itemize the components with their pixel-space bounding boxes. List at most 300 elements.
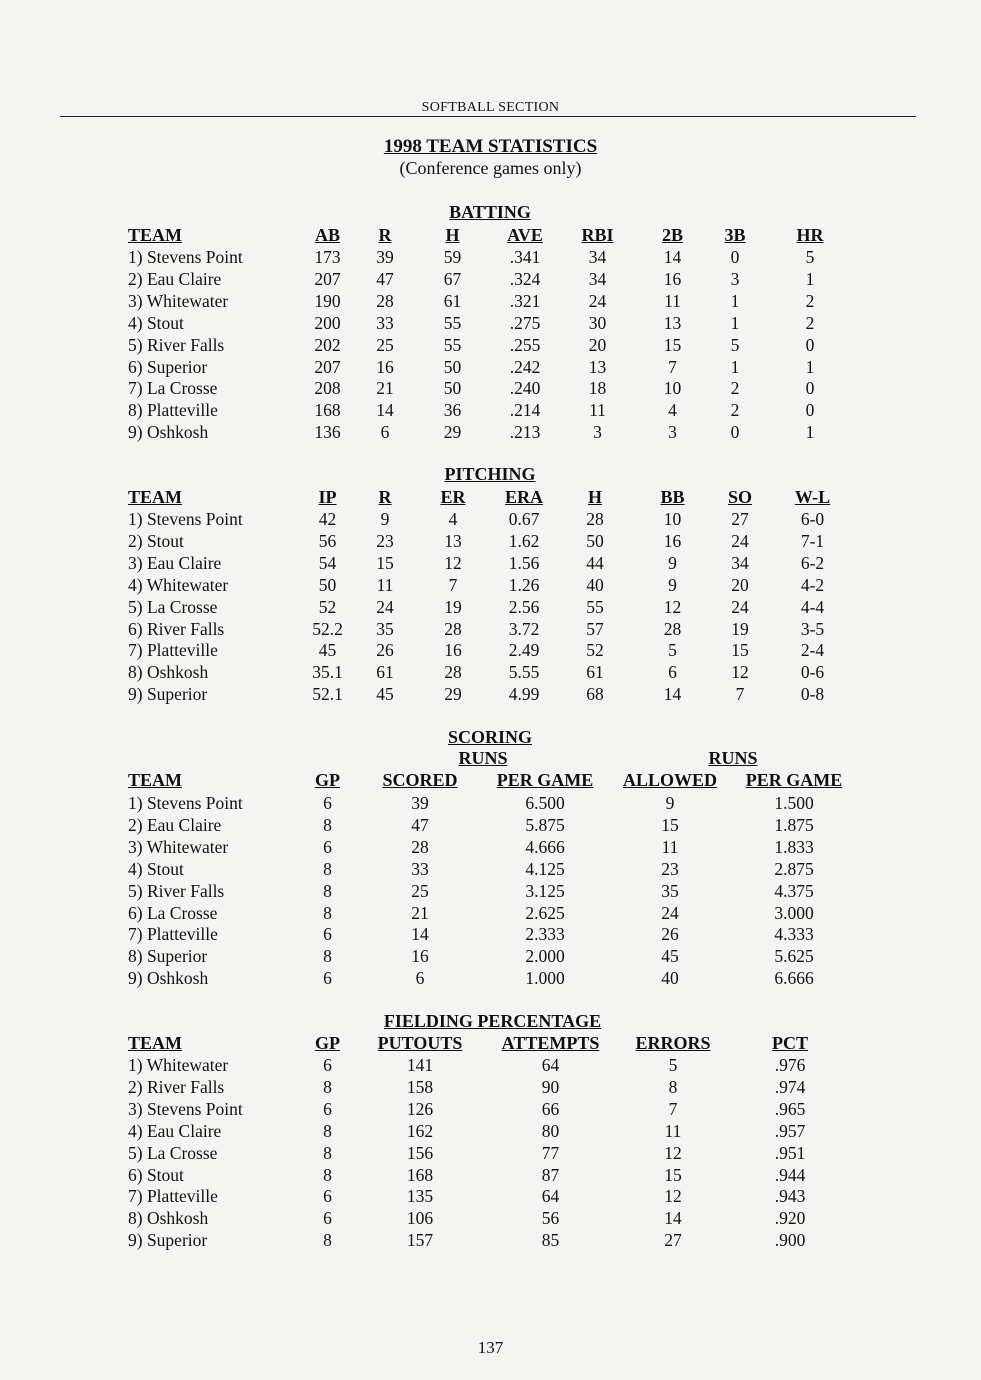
batting-value-cell: 168 <box>314 400 341 421</box>
fielding-value-cell: 157 <box>406 1230 434 1251</box>
batting-value-cell: 7 <box>668 356 677 377</box>
pitching-value-cell: 10 <box>663 509 682 529</box>
batting-header-6: 2B <box>661 225 683 245</box>
pitching-value-cell: 24 <box>731 530 749 551</box>
scoring-value-cell: 23 <box>661 858 679 879</box>
scoring-value-cell: 8 <box>323 880 332 901</box>
fielding-value-cell: 90 <box>541 1076 560 1097</box>
fielding-value-cell: .943 <box>774 1186 806 1207</box>
scoring-value-cell: 1.500 <box>774 793 814 813</box>
scoring-team-cell: 1) Stevens Point <box>128 793 243 813</box>
pitching-value-cell: 50 <box>586 530 604 551</box>
pitching-value-cell: 9 <box>668 574 677 595</box>
pitching-value-cell: 4-2 <box>800 574 825 595</box>
fielding-value-cell: 8 <box>323 1230 332 1251</box>
batting-team-cell: 9) Oshkosh <box>128 422 209 443</box>
pitching-value-cell: 13 <box>444 530 462 551</box>
pitching-value-cell: 7 <box>448 574 458 595</box>
document-title-text: 1998 TEAM STATISTICS <box>383 136 598 157</box>
batting-header-0: TEAM <box>128 225 182 245</box>
scoring-value-cell: 28 <box>411 836 429 857</box>
batting-value-cell: .255 <box>509 334 541 355</box>
scoring-header-2: SCORED <box>382 770 458 790</box>
fielding-value-cell: 12 <box>664 1142 682 1163</box>
batting-value-cell: 15 <box>663 334 682 355</box>
fielding-value-cell: 87 <box>541 1164 560 1185</box>
fielding-value-cell: 77 <box>541 1142 560 1163</box>
scoring-team-cell: 7) Platteville <box>128 924 218 945</box>
batting-value-cell: 39 <box>376 247 394 267</box>
pitching-team-cell: 7) Platteville <box>128 640 218 661</box>
fielding-value-cell: .920 <box>774 1208 806 1229</box>
scoring-value-cell: 21 <box>411 902 429 923</box>
fielding-header-4: ERRORS <box>635 1033 711 1053</box>
scoring-caption: SCORING <box>447 727 532 747</box>
fielding-value-cell: 158 <box>406 1076 434 1097</box>
fielding-value-cell: 126 <box>406 1098 434 1119</box>
scoring-value-cell: 24 <box>661 902 679 923</box>
scoring-value-cell: 45 <box>661 946 679 967</box>
scoring-value-cell: 4.375 <box>774 880 814 901</box>
pitching-value-cell: 28 <box>663 618 682 639</box>
pitching-team-cell: 1) Stevens Point <box>128 509 243 529</box>
batting-value-cell: 2 <box>730 400 740 421</box>
pitching-value-cell: 9 <box>668 552 677 573</box>
fielding-value-cell: 85 <box>541 1230 560 1251</box>
scoring-team-cell: 6) La Crosse <box>128 902 218 923</box>
pitching-value-cell: 1.26 <box>508 574 540 595</box>
fielding-team-cell: 2) River Falls <box>128 1076 225 1097</box>
scoring-value-cell: 3.125 <box>525 880 565 901</box>
section-header: SOFTBALL SECTION <box>421 100 560 115</box>
runs-scored-group: RUNS <box>458 748 508 768</box>
pitching-value-cell: 52 <box>586 640 604 661</box>
batting-value-cell: 61 <box>443 290 462 311</box>
batting-value-cell: .275 <box>509 312 541 333</box>
pitching-header-0: TEAM <box>128 487 182 507</box>
pitching-value-cell: 29 <box>444 684 462 705</box>
fielding-value-cell: .976 <box>774 1055 806 1075</box>
fielding-value-cell: 80 <box>541 1120 560 1141</box>
pitching-team-cell: 3) Eau Claire <box>128 552 222 573</box>
pitching-team-cell: 9) Superior <box>128 684 208 705</box>
pitching-value-cell: 56 <box>318 530 337 551</box>
pitching-value-cell: 54 <box>318 552 337 573</box>
batting-header-5: RBI <box>581 225 614 245</box>
pitching-header-8: W-L <box>794 487 831 507</box>
scoring-value-cell: 14 <box>411 924 429 945</box>
batting-value-cell: 173 <box>314 247 341 267</box>
scoring-value-cell: 4.125 <box>525 858 565 879</box>
batting-value-cell: 25 <box>376 334 394 355</box>
fielding-value-cell: .900 <box>774 1230 806 1251</box>
fielding-value-cell: 8 <box>323 1164 332 1185</box>
fielding-team-cell: 9) Superior <box>128 1230 208 1251</box>
batting-value-cell: 1 <box>730 356 740 377</box>
fielding-value-cell: .974 <box>774 1076 806 1097</box>
scoring-header-4: ALLOWED <box>622 770 718 790</box>
pitching-value-cell: 24 <box>731 596 749 617</box>
pitching-value-cell: 28 <box>444 662 462 683</box>
batting-value-cell: 10 <box>663 378 682 399</box>
pitching-value-cell: 19 <box>444 596 462 617</box>
batting-value-cell: 14 <box>663 247 682 267</box>
pitching-value-cell: 1.56 <box>508 552 540 573</box>
batting-value-cell: 0 <box>805 400 815 421</box>
batting-value-cell: 190 <box>314 290 341 311</box>
scoring-value-cell: 2.875 <box>774 858 814 879</box>
pitching-value-cell: 61 <box>376 662 394 683</box>
scoring-value-cell: 6.666 <box>774 968 814 989</box>
scoring-value-cell: 3.000 <box>774 902 814 923</box>
pitching-value-cell: 24 <box>376 596 394 617</box>
scoring-value-cell: 1.000 <box>525 968 565 989</box>
fielding-value-cell: .965 <box>774 1098 806 1119</box>
batting-team-cell: 5) River Falls <box>128 334 225 355</box>
pitching-value-cell: 40 <box>586 574 604 595</box>
batting-value-cell: 200 <box>314 312 341 333</box>
batting-header-1: AB <box>314 225 340 245</box>
scoring-value-cell: 6 <box>323 793 332 813</box>
pitching-value-cell: 9 <box>380 509 390 529</box>
fielding-value-cell: 8 <box>323 1142 332 1163</box>
fielding-value-cell: 141 <box>406 1055 434 1075</box>
batting-value-cell: 21 <box>376 378 394 399</box>
fielding-value-cell: 135 <box>406 1186 434 1207</box>
batting-value-cell: 0 <box>805 334 815 355</box>
batting-value-cell: 1 <box>805 268 815 289</box>
scoring-value-cell: 15 <box>661 814 679 835</box>
batting-team-cell: 3) Whitewater <box>128 290 229 311</box>
fielding-value-cell: 64 <box>541 1186 560 1207</box>
scoring-header-3: PER GAME <box>496 770 594 790</box>
fielding-header-3: ATTEMPTS <box>501 1033 600 1053</box>
scoring-value-cell: 25 <box>411 880 429 901</box>
pitching-value-cell: 23 <box>376 530 394 551</box>
pitching-value-cell: 0-8 <box>800 684 825 705</box>
batting-value-cell: 50 <box>443 356 462 377</box>
fielding-team-cell: 6) Stout <box>128 1164 184 1185</box>
batting-value-cell: .240 <box>509 378 541 399</box>
pitching-team-cell: 2) Stout <box>128 530 184 551</box>
batting-value-cell: 24 <box>588 290 607 311</box>
batting-header-8: HR <box>796 225 824 245</box>
pitching-value-cell: 6-2 <box>800 552 825 573</box>
scoring-value-cell: 2.000 <box>525 946 565 967</box>
fielding-header-0: TEAM <box>128 1033 182 1053</box>
pitching-value-cell: 7 <box>735 684 745 705</box>
fielding-value-cell: 6 <box>323 1098 332 1119</box>
scoring-team-cell: 3) Whitewater <box>128 836 229 857</box>
pitching-value-cell: 5.55 <box>508 662 540 683</box>
scoring-value-cell: 35 <box>661 880 679 901</box>
batting-value-cell: 18 <box>588 378 607 399</box>
runs-allowed-group: RUNS <box>708 748 758 768</box>
pitching-header-2: R <box>378 487 392 507</box>
scoring-value-cell: 6 <box>323 968 332 989</box>
pitching-value-cell: 52.1 <box>312 684 343 705</box>
batting-team-cell: 7) La Crosse <box>128 378 218 399</box>
scoring-value-cell: 6 <box>415 968 425 989</box>
batting-value-cell: 2 <box>805 312 815 333</box>
fielding-value-cell: 15 <box>664 1164 682 1185</box>
scoring-value-cell: 11 <box>661 836 679 857</box>
batting-value-cell: 1 <box>730 290 740 311</box>
pitching-header-7: SO <box>727 487 752 507</box>
batting-value-cell: 2 <box>805 290 815 311</box>
batting-value-cell: 207 <box>314 356 341 377</box>
batting-value-cell: 30 <box>588 312 607 333</box>
fielding-value-cell: 8 <box>323 1120 332 1141</box>
pitching-value-cell: 12 <box>444 552 462 573</box>
scoring-value-cell: 26 <box>661 924 679 945</box>
fielding-value-cell: .944 <box>774 1164 806 1185</box>
fielding-value-cell: 56 <box>541 1208 560 1229</box>
batting-team-cell: 4) Stout <box>128 312 184 333</box>
batting-caption: BATTING <box>449 202 531 222</box>
batting-value-cell: 34 <box>588 268 607 289</box>
fielding-team-cell: 5) La Crosse <box>128 1142 218 1163</box>
batting-header-2: R <box>378 225 392 245</box>
fielding-value-cell: 7 <box>668 1098 678 1119</box>
pitching-value-cell: 0-6 <box>800 662 825 683</box>
header-rule <box>60 116 916 117</box>
pitching-value-cell: 26 <box>376 640 394 661</box>
batting-value-cell: 14 <box>376 400 394 421</box>
batting-value-cell: 208 <box>314 378 341 399</box>
fielding-value-cell: 12 <box>664 1186 682 1207</box>
batting-value-cell: 2 <box>730 378 740 399</box>
batting-value-cell: 28 <box>376 290 394 311</box>
scoring-team-cell: 5) River Falls <box>128 880 225 901</box>
batting-value-cell: 34 <box>588 247 607 267</box>
pitching-value-cell: 15 <box>731 640 749 661</box>
pitching-value-cell: 35 <box>376 618 394 639</box>
pitching-value-cell: 52.2 <box>312 618 343 639</box>
batting-value-cell: 5 <box>805 247 815 267</box>
pitching-value-cell: 6-0 <box>800 509 825 529</box>
batting-value-cell: 207 <box>314 268 341 289</box>
fielding-value-cell: 162 <box>406 1120 434 1141</box>
scoring-team-cell: 9) Oshkosh <box>128 968 209 989</box>
pitching-value-cell: 5 <box>668 640 677 661</box>
scoring-team-cell: 4) Stout <box>128 858 184 879</box>
scoring-value-cell: 4.333 <box>774 924 814 945</box>
fielding-header-2: PUTOUTS <box>377 1033 463 1053</box>
batting-value-cell: .214 <box>509 400 541 421</box>
fielding-value-cell: 106 <box>406 1208 434 1229</box>
pitching-value-cell: 1.62 <box>508 530 540 551</box>
pitching-value-cell: 7-1 <box>800 530 825 551</box>
batting-value-cell: 0 <box>730 422 740 443</box>
batting-value-cell: 59 <box>443 247 462 267</box>
scoring-value-cell: 9 <box>665 793 675 813</box>
batting-value-cell: 1 <box>730 312 740 333</box>
scoring-value-cell: 16 <box>411 946 429 967</box>
pitching-value-cell: 16 <box>444 640 462 661</box>
pitching-value-cell: 12 <box>663 596 682 617</box>
pitching-value-cell: 28 <box>444 618 462 639</box>
pitching-value-cell: 15 <box>376 552 394 573</box>
page-number: 137 <box>477 1338 504 1357</box>
pitching-value-cell: 19 <box>731 618 749 639</box>
scoring-value-cell: 33 <box>411 858 429 879</box>
pitching-value-cell: 44 <box>586 552 604 573</box>
batting-value-cell: 3 <box>730 268 740 289</box>
fielding-value-cell: 6 <box>323 1208 332 1229</box>
batting-value-cell: 3 <box>593 422 602 443</box>
fielding-value-cell: 156 <box>406 1142 434 1163</box>
document-title <box>0 136 981 158</box>
fielding-value-cell: 5 <box>668 1055 678 1075</box>
fielding-team-cell: 3) Stevens Point <box>128 1098 243 1119</box>
batting-value-cell: 0 <box>730 247 740 267</box>
pitching-value-cell: 28 <box>586 509 604 529</box>
pitching-header-5: H <box>587 487 602 507</box>
fielding-value-cell: 27 <box>664 1230 682 1251</box>
pitching-value-cell: 52 <box>318 596 337 617</box>
fielding-value-cell: 168 <box>406 1164 434 1185</box>
pitching-value-cell: 4-4 <box>800 596 825 617</box>
fielding-value-cell: 8 <box>668 1076 678 1097</box>
fielding-value-cell: 8 <box>323 1076 332 1097</box>
scoring-value-cell: 8 <box>323 858 332 879</box>
batting-value-cell: 6 <box>380 422 390 443</box>
fielding-value-cell: 11 <box>664 1120 682 1141</box>
batting-team-cell: 8) Platteville <box>128 400 218 421</box>
pitching-value-cell: 2.56 <box>508 596 540 617</box>
pitching-caption: PITCHING <box>444 464 536 484</box>
fielding-caption: FIELDING PERCENTAGE <box>383 1011 602 1031</box>
pitching-value-cell: 12 <box>731 662 749 683</box>
batting-value-cell: 4 <box>668 400 677 421</box>
fielding-team-cell: 7) Platteville <box>128 1186 218 1207</box>
batting-value-cell: 1 <box>805 422 815 443</box>
scoring-header-1: GP <box>315 770 340 790</box>
pitching-value-cell: 35.1 <box>312 662 343 683</box>
pitching-header-4: ERA <box>504 487 543 507</box>
batting-value-cell: 13 <box>663 312 682 333</box>
pitching-value-cell: 20 <box>731 574 749 595</box>
scoring-header-0: TEAM <box>128 770 182 790</box>
batting-value-cell: 55 <box>443 312 462 333</box>
document-subtitle: (Conference games only) <box>399 158 582 178</box>
pitching-value-cell: 3-5 <box>800 618 825 639</box>
pitching-value-cell: 50 <box>318 574 337 595</box>
fielding-value-cell: 6 <box>323 1186 332 1207</box>
batting-value-cell: 16 <box>663 268 682 289</box>
pitching-team-cell: 6) River Falls <box>128 618 225 639</box>
pitching-value-cell: 2-4 <box>800 640 825 661</box>
batting-header-3: H <box>445 225 460 245</box>
batting-value-cell: 20 <box>588 334 607 355</box>
fielding-value-cell: 64 <box>541 1055 560 1075</box>
batting-team-cell: 2) Eau Claire <box>128 268 222 289</box>
scoring-value-cell: 4.666 <box>525 836 565 857</box>
batting-value-cell: .324 <box>509 268 541 289</box>
scoring-value-cell: 6.500 <box>525 793 565 813</box>
pitching-value-cell: 11 <box>376 574 394 595</box>
pitching-value-cell: 42 <box>318 509 337 529</box>
pitching-value-cell: 27 <box>731 509 749 529</box>
scoring-value-cell: 40 <box>661 968 679 989</box>
fielding-team-cell: 1) Whitewater <box>128 1055 229 1075</box>
scoring-value-cell: 2.333 <box>525 924 565 945</box>
scoring-value-cell: 5.625 <box>774 946 814 967</box>
batting-value-cell: 1 <box>805 356 815 377</box>
scoring-value-cell: 47 <box>411 814 429 835</box>
scoring-value-cell: 39 <box>411 793 429 813</box>
fielding-header-1: GP <box>315 1033 340 1053</box>
batting-value-cell: 29 <box>443 422 462 443</box>
fielding-value-cell: 6 <box>323 1055 332 1075</box>
fielding-value-cell: 66 <box>541 1098 560 1119</box>
pitching-value-cell: 16 <box>663 530 682 551</box>
scoring-value-cell: 8 <box>323 814 332 835</box>
batting-value-cell: 55 <box>443 334 462 355</box>
fielding-value-cell: .957 <box>774 1120 806 1141</box>
batting-value-cell: .213 <box>509 422 541 443</box>
batting-value-cell: 47 <box>376 268 394 289</box>
batting-header-7: 3B <box>724 225 746 245</box>
pitching-header-6: BB <box>660 487 685 507</box>
batting-team-cell: 1) Stevens Point <box>128 247 243 267</box>
scoring-header-5: PER GAME <box>745 770 843 790</box>
scoring-value-cell: 6 <box>323 836 332 857</box>
batting-value-cell: 11 <box>589 400 606 421</box>
batting-value-cell: 3 <box>668 422 677 443</box>
pitching-value-cell: 4.99 <box>508 684 540 705</box>
scoring-value-cell: 5.875 <box>525 814 565 835</box>
pitching-value-cell: 6 <box>668 662 677 683</box>
pitching-value-cell: 68 <box>586 684 604 705</box>
fielding-header-5: PCT <box>772 1033 808 1053</box>
pitching-header-1: IP <box>318 487 337 507</box>
pitching-value-cell: 3.72 <box>508 618 540 639</box>
batting-value-cell: 136 <box>314 422 341 443</box>
batting-value-cell: .242 <box>509 356 541 377</box>
scoring-team-cell: 8) Superior <box>128 946 208 967</box>
batting-value-cell: 13 <box>588 356 607 377</box>
batting-value-cell: 0 <box>805 378 815 399</box>
pitching-value-cell: 55 <box>586 596 604 617</box>
scoring-team-cell: 2) Eau Claire <box>128 814 222 835</box>
fielding-team-cell: 4) Eau Claire <box>128 1120 222 1141</box>
batting-value-cell: 5 <box>730 334 740 355</box>
pitching-value-cell: 34 <box>731 552 749 573</box>
fielding-team-cell: 8) Oshkosh <box>128 1208 209 1229</box>
batting-value-cell: 16 <box>376 356 394 377</box>
batting-value-cell: .341 <box>509 247 541 267</box>
pitching-value-cell: 45 <box>376 684 394 705</box>
scoring-value-cell: 1.833 <box>774 836 814 857</box>
pitching-team-cell: 5) La Crosse <box>128 596 218 617</box>
pitching-value-cell: 4 <box>448 509 458 529</box>
fielding-value-cell: .951 <box>774 1142 806 1163</box>
pitching-team-cell: 8) Oshkosh <box>128 662 209 683</box>
scoring-value-cell: 1.875 <box>774 814 814 835</box>
batting-value-cell: 67 <box>443 268 462 289</box>
scoring-value-cell: 6 <box>323 924 332 945</box>
batting-header-4: AVE <box>507 225 543 245</box>
batting-value-cell: 50 <box>443 378 462 399</box>
fielding-value-cell: 14 <box>664 1208 682 1229</box>
batting-value-cell: 36 <box>443 400 462 421</box>
scoring-value-cell: 8 <box>323 946 332 967</box>
batting-value-cell: 11 <box>664 290 681 311</box>
batting-team-cell: 6) Superior <box>128 356 208 377</box>
scoring-value-cell: 8 <box>323 902 332 923</box>
